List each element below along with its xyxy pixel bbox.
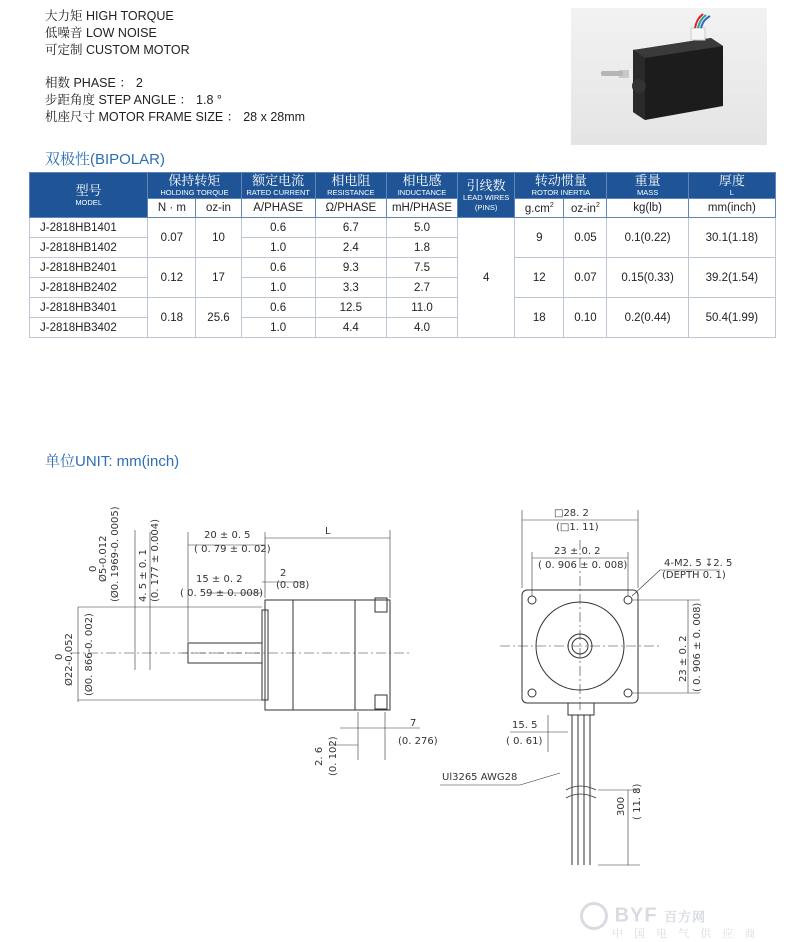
dim-7: 7 — [410, 718, 417, 729]
dim-d5-inch: (Ø0. 1969-0. 0005) — [110, 506, 121, 602]
spec-table — [29, 172, 776, 338]
brand-icon — [580, 902, 608, 930]
dim-depth: (DEPTH 0. 1) — [662, 570, 726, 581]
dim-15: 15 ± 0. 2 — [196, 574, 243, 585]
feature-item: 大力矩 HIGH TORQUE — [45, 9, 174, 23]
dim-d5: Ø5-0.012 — [98, 535, 109, 582]
table-row: J-2818HB2402 1.0 3.3 2.7 — [30, 278, 776, 298]
header-mass: 重量 MASS — [607, 173, 688, 199]
dim-300-inch: ( 11. 8) — [632, 783, 643, 820]
unit-mass: kg(lb) — [607, 199, 688, 218]
spec-item: 机座尺寸 MOTOR FRAME SIZE ： 28 x 28mm — [45, 110, 306, 124]
table-row: J-2818HB3401 0.18 25.6 0.6 12.5 11.0 18 0.10 0.2(0.44) 50.4(1.99) — [30, 298, 776, 318]
dim-15-inch: ( 0. 59 ± 0. 008) — [180, 588, 263, 599]
dim-23-vertical-inch: ( 0. 906 ± 0. 008) — [692, 602, 703, 692]
dim-23: 23 ± 0. 2 — [554, 546, 601, 557]
dim-d22-inch: (Ø0. 866-0. 002) — [84, 613, 95, 696]
dim-L: L — [325, 526, 331, 537]
dim-hole: 4-M2. 5 ↧2. 5 — [664, 558, 733, 569]
spec-list — [45, 75, 305, 126]
feature-item: 可定制 CUSTOM MOTOR — [45, 43, 190, 57]
watermark-logo: BYF 百方网 — [580, 902, 706, 930]
header-inertia: 转动惯量 ROTOR INERTIA — [515, 173, 607, 199]
dim-28-2-inch: (□1. 11) — [556, 522, 599, 533]
dim-d5-top: 0 — [88, 565, 99, 572]
feature-list — [45, 8, 190, 59]
dim-2: 2 — [280, 568, 287, 579]
dim-d22: Ø22-0.052 — [64, 633, 75, 686]
spec-item: 相数 PHASE ： 2 — [45, 76, 143, 90]
dim-d22-top: 0 — [54, 653, 65, 660]
table-row: J-2818HB1401 0.07 10 0.6 6.7 5.0 4 9 0.05 0.1(0.22) 30.1(1.18) — [30, 218, 776, 238]
dim-2-6-inch: (0. 102) — [328, 736, 339, 776]
dim-23-vertical: 23 ± 0. 2 — [678, 635, 689, 682]
unit-title: 单位UNIT: mm(inch) — [45, 453, 180, 470]
feature-item: 低噪音 LOW NOISE — [45, 26, 157, 40]
unit-nm: N · m — [148, 199, 196, 218]
header-current: 额定电流 RATED CURRENT — [241, 173, 315, 199]
dim-2-inch: (0. 08) — [276, 580, 310, 591]
dim-28-2: □28. 2 — [554, 508, 589, 519]
cable-spec: Ul3265 AWG28 — [442, 772, 518, 783]
dim-20-inch: ( 0. 79 ± 0. 02) — [194, 544, 271, 555]
table-row: J-2818HB3402 1.0 4.4 4.0 — [30, 318, 776, 338]
dim-300: 300 — [616, 796, 627, 816]
table-header-row — [30, 173, 776, 199]
header-torque: 保持转矩 HOLDING TORQUE — [148, 173, 241, 199]
spec-item: 步距角度 STEP ANGLE ： 1.8 ° — [45, 93, 222, 107]
header-length: 厚度 L — [688, 173, 775, 199]
unit-ozin: oz-in — [196, 199, 241, 218]
header-leads: 引线数 LEAD WIRES (PINS) — [458, 173, 515, 218]
table-row: J-2818HB2401 0.12 17 0.6 9.3 7.5 12 0.07 0.15(0.33) 39.2(1.54) — [30, 258, 776, 278]
dim-23-inch: ( 0. 906 ± 0. 008) — [538, 560, 628, 571]
dim-4-5-inch: (0. 177 ± 0.004) — [150, 519, 161, 602]
dim-20: 20 ± 0. 5 — [204, 530, 251, 541]
unit-ozin2: $oz-in^2$ — [564, 199, 607, 218]
motor-photo — [571, 8, 767, 145]
dimension-drawing — [0, 470, 800, 942]
dim-15-5: 15. 5 — [512, 720, 538, 731]
dim-7-inch: (0. 276) — [398, 736, 438, 747]
dim-4-5: 4. 5 ± 0. 1 — [138, 549, 149, 602]
table-row: J-2818HB1402 1.0 2.4 1.8 — [30, 238, 776, 258]
lead-wires-value: 4 — [458, 218, 515, 338]
header-inductance: 相电感 INDUCTANCE — [386, 173, 457, 199]
unit-resistance: Ω/PHASE — [315, 199, 386, 218]
watermark-subtitle: 中 国 电 气 供 应 商 — [612, 928, 760, 940]
unit-gcm: $g.cm^2$ — [515, 199, 564, 218]
unit-inductance: mH/PHASE — [386, 199, 457, 218]
unit-current: A/PHASE — [241, 199, 315, 218]
header-model: 型号 MODEL — [30, 173, 148, 218]
header-resistance: 相电阻 RESISTANCE — [315, 173, 386, 199]
dim-15-5-inch: ( 0. 61) — [506, 736, 543, 747]
unit-length: mm(inch) — [688, 199, 775, 218]
bipolar-title: 双极性(BIPOLAR) — [45, 151, 166, 168]
dim-2-6: 2. 6 — [314, 746, 325, 766]
